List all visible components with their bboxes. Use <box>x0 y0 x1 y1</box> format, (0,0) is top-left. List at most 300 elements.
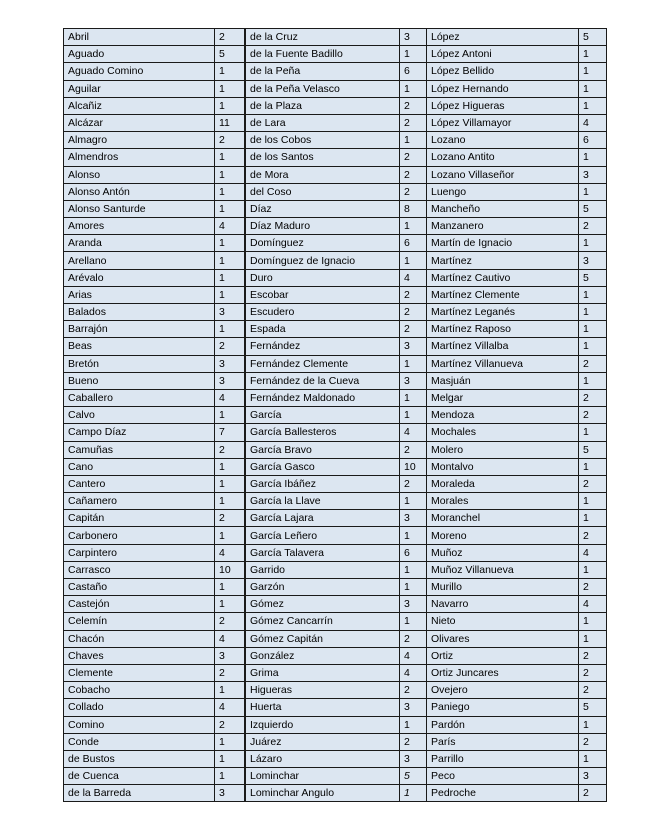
surname-cell: Díaz <box>246 200 400 217</box>
count-cell: 1 <box>400 613 429 630</box>
table-row <box>246 475 429 492</box>
table-row <box>427 97 607 114</box>
table-row <box>427 218 607 235</box>
count-cell: 4 <box>400 269 429 286</box>
surname-cell: Mochales <box>427 424 579 441</box>
surname-cell: Lozano Villaseñor <box>427 166 579 183</box>
count-cell: 2 <box>400 475 429 492</box>
surname-cell: Moranchel <box>427 510 579 527</box>
count-cell: 3 <box>400 699 429 716</box>
count-cell: 2 <box>400 286 429 303</box>
count-cell: 1 <box>215 235 245 252</box>
table-row <box>246 252 429 269</box>
surname-cell: López Bellido <box>427 63 579 80</box>
count-cell: 2 <box>215 716 245 733</box>
table-row <box>246 80 429 97</box>
table-row <box>246 321 429 338</box>
count-cell: 5 <box>579 29 607 46</box>
surname-cell: Moraleda <box>427 475 579 492</box>
count-cell: 3 <box>400 29 429 46</box>
count-cell: 1 <box>400 355 429 372</box>
surname-cell: Bueno <box>64 372 215 389</box>
count-cell: 2 <box>400 183 429 200</box>
table-row <box>246 218 429 235</box>
table-row <box>246 441 429 458</box>
count-cell: 5 <box>579 269 607 286</box>
surname-cell: de la Plaza <box>246 97 400 114</box>
surname-cell: Muñoz <box>427 544 579 561</box>
table-row <box>427 561 607 578</box>
table-row <box>427 647 607 664</box>
table-row <box>427 768 607 785</box>
count-cell: 8 <box>400 200 429 217</box>
count-cell: 1 <box>579 424 607 441</box>
table-row <box>246 664 429 681</box>
table-row <box>246 510 429 527</box>
table-row <box>64 424 245 441</box>
surname-cell: Ortiz Juncares <box>427 664 579 681</box>
count-cell: 1 <box>400 493 429 510</box>
table-row <box>427 407 607 424</box>
table-row <box>64 785 245 802</box>
count-cell: 1 <box>579 510 607 527</box>
count-cell: 5 <box>215 46 245 63</box>
table-row <box>427 475 607 492</box>
count-cell: 3 <box>400 750 429 767</box>
count-cell: 1 <box>215 63 245 80</box>
table-row <box>427 733 607 750</box>
table-row <box>427 630 607 647</box>
surname-cell: Camuñas <box>64 441 215 458</box>
count-cell: 2 <box>579 785 607 802</box>
surname-cell: Lominchar Angulo <box>246 785 400 802</box>
count-cell: 1 <box>579 235 607 252</box>
surname-cell: Almendros <box>64 149 215 166</box>
table-row <box>64 338 245 355</box>
surname-cell: de Bustos <box>64 750 215 767</box>
count-cell: 1 <box>579 493 607 510</box>
surname-cell: Caballero <box>64 389 215 406</box>
table-row <box>427 183 607 200</box>
count-cell: 2 <box>400 114 429 131</box>
table-row <box>64 733 245 750</box>
surname-cell: París <box>427 733 579 750</box>
surname-cell: Espada <box>246 321 400 338</box>
surname-cell: Collado <box>64 699 215 716</box>
count-cell: 5 <box>579 200 607 217</box>
count-cell: 1 <box>215 527 245 544</box>
count-cell: 3 <box>215 304 245 321</box>
table-row <box>64 407 245 424</box>
table-row <box>64 441 245 458</box>
surname-cell: Parrillo <box>427 750 579 767</box>
surname-cell: Aguado Comino <box>64 63 215 80</box>
count-cell: 2 <box>579 407 607 424</box>
count-cell: 1 <box>579 372 607 389</box>
count-cell: 1 <box>215 166 245 183</box>
count-cell: 1 <box>215 286 245 303</box>
surname-cell: Alonso <box>64 166 215 183</box>
table-row <box>246 166 429 183</box>
count-cell: 1 <box>215 596 245 613</box>
table-row <box>427 493 607 510</box>
count-cell: 2 <box>579 355 607 372</box>
surname-cell: Nieto <box>427 613 579 630</box>
surname-cell: Pedroche <box>427 785 579 802</box>
count-cell: 2 <box>215 29 245 46</box>
table-row <box>427 664 607 681</box>
table-row <box>246 235 429 252</box>
surname-cell: Cobacho <box>64 682 215 699</box>
surname-cell: Navarro <box>427 596 579 613</box>
surname-cell: López Antoni <box>427 46 579 63</box>
surname-cell: Molero <box>427 441 579 458</box>
table-row <box>64 493 245 510</box>
table-row <box>64 97 245 114</box>
count-cell: 2 <box>579 664 607 681</box>
table-row <box>427 304 607 321</box>
surname-cell: de la Barreda <box>64 785 215 802</box>
table-row <box>64 132 245 149</box>
surname-cell: Arellano <box>64 252 215 269</box>
table-row <box>64 372 245 389</box>
count-cell: 2 <box>400 97 429 114</box>
surname-cell: Fernández <box>246 338 400 355</box>
table-row <box>64 596 245 613</box>
surname-cell: Gómez Cancarrín <box>246 613 400 630</box>
table-row <box>246 458 429 475</box>
table-row <box>64 252 245 269</box>
table-row <box>427 200 607 217</box>
surname-cell: Celemín <box>64 613 215 630</box>
surname-cell: Izquierdo <box>246 716 400 733</box>
table-row <box>427 750 607 767</box>
count-cell: 2 <box>579 579 607 596</box>
count-cell: 1 <box>579 716 607 733</box>
table-row <box>64 269 245 286</box>
table-row <box>427 29 607 46</box>
surname-cell: López <box>427 29 579 46</box>
table-row <box>427 510 607 527</box>
surname-cell: Melgar <box>427 389 579 406</box>
count-cell: 4 <box>400 664 429 681</box>
table-row <box>427 596 607 613</box>
surname-cell: García la Llave <box>246 493 400 510</box>
surname-cell: López Higueras <box>427 97 579 114</box>
surname-cell: Cantero <box>64 475 215 492</box>
table-row <box>246 682 429 699</box>
count-cell: 3 <box>215 372 245 389</box>
surname-cell: Domínguez de Ignacio <box>246 252 400 269</box>
surname-cell: Lominchar <box>246 768 400 785</box>
surname-cell: Garzón <box>246 579 400 596</box>
table-row <box>64 166 245 183</box>
surname-cell: Olivares <box>427 630 579 647</box>
table-row <box>246 132 429 149</box>
surname-cell: García Ballesteros <box>246 424 400 441</box>
surname-cell: García <box>246 407 400 424</box>
surname-cell: Ovejero <box>427 682 579 699</box>
count-cell: 1 <box>400 527 429 544</box>
surname-table-1 <box>63 28 245 802</box>
table-row <box>427 699 607 716</box>
count-cell: 1 <box>579 304 607 321</box>
count-cell: 1 <box>400 218 429 235</box>
table-row <box>427 716 607 733</box>
surname-cell: Carrasco <box>64 561 215 578</box>
table-row <box>246 269 429 286</box>
count-cell: 10 <box>215 561 245 578</box>
surname-cell: Aranda <box>64 235 215 252</box>
table-row <box>246 493 429 510</box>
table-row <box>246 63 429 80</box>
surname-cell: Manzanero <box>427 218 579 235</box>
surname-cell: Higueras <box>246 682 400 699</box>
surname-cell: Moreno <box>427 527 579 544</box>
table-row <box>427 166 607 183</box>
surname-cell: Escudero <box>246 304 400 321</box>
table-row <box>246 579 429 596</box>
count-cell: 3 <box>579 252 607 269</box>
table-row <box>427 682 607 699</box>
count-cell: 1 <box>215 682 245 699</box>
surname-cell: Castaño <box>64 579 215 596</box>
count-cell: 4 <box>215 630 245 647</box>
count-cell: 2 <box>579 389 607 406</box>
table-row <box>246 355 429 372</box>
count-cell: 6 <box>579 132 607 149</box>
count-cell: 4 <box>579 544 607 561</box>
table-row <box>246 561 429 578</box>
count-cell: 1 <box>579 321 607 338</box>
table-row <box>427 355 607 372</box>
table-row <box>64 630 245 647</box>
surname-cell: Grima <box>246 664 400 681</box>
count-cell: 1 <box>215 750 245 767</box>
count-cell: 1 <box>215 200 245 217</box>
count-cell: 4 <box>579 596 607 613</box>
count-cell: 3 <box>400 596 429 613</box>
table-row <box>64 458 245 475</box>
surname-cell: García Talavera <box>246 544 400 561</box>
count-cell: 5 <box>579 699 607 716</box>
count-cell: 3 <box>400 372 429 389</box>
count-cell: 1 <box>215 458 245 475</box>
surname-cell: Comino <box>64 716 215 733</box>
count-cell: 11 <box>215 114 245 131</box>
count-cell: 10 <box>400 458 429 475</box>
count-cell: 1 <box>579 63 607 80</box>
table-row <box>64 699 245 716</box>
table-row <box>246 183 429 200</box>
surname-cell: González <box>246 647 400 664</box>
count-cell: 3 <box>215 355 245 372</box>
table-row <box>427 389 607 406</box>
surname-cell: Arias <box>64 286 215 303</box>
table-row <box>246 630 429 647</box>
surname-cell: López Hernando <box>427 80 579 97</box>
surname-cell: Aguilar <box>64 80 215 97</box>
surname-cell: Castejón <box>64 596 215 613</box>
count-cell: 1 <box>400 785 429 802</box>
table-row <box>427 527 607 544</box>
table-row <box>64 475 245 492</box>
table-row <box>64 750 245 767</box>
table-row <box>64 510 245 527</box>
table-row <box>64 149 245 166</box>
count-cell: 1 <box>215 768 245 785</box>
surname-cell: Alonso Antón <box>64 183 215 200</box>
table-row <box>246 527 429 544</box>
surname-cell: de la Cruz <box>246 29 400 46</box>
table-row <box>427 235 607 252</box>
count-cell: 1 <box>579 149 607 166</box>
table-row <box>246 407 429 424</box>
surname-cell: Balados <box>64 304 215 321</box>
count-cell: 1 <box>579 338 607 355</box>
table-row <box>64 235 245 252</box>
count-cell: 4 <box>215 699 245 716</box>
surname-cell: Conde <box>64 733 215 750</box>
count-cell: 2 <box>215 338 245 355</box>
count-cell: 2 <box>400 630 429 647</box>
surname-cell: Muñoz Villanueva <box>427 561 579 578</box>
surname-cell: Abril <box>64 29 215 46</box>
surname-cell: Lozano <box>427 132 579 149</box>
table-row <box>64 304 245 321</box>
surname-cell: García Ibáñez <box>246 475 400 492</box>
count-cell: 1 <box>215 149 245 166</box>
table-row <box>64 286 245 303</box>
surname-cell: Peco <box>427 768 579 785</box>
table-row <box>246 200 429 217</box>
surname-cell: Mancheño <box>427 200 579 217</box>
count-cell: 1 <box>579 561 607 578</box>
surname-cell: de la Peña Velasco <box>246 80 400 97</box>
count-cell: 2 <box>400 304 429 321</box>
table-row <box>246 424 429 441</box>
table-row <box>427 424 607 441</box>
count-cell: 1 <box>579 286 607 303</box>
surname-cell: de la Peña <box>246 63 400 80</box>
count-cell: 4 <box>579 114 607 131</box>
surname-cell: Mendoza <box>427 407 579 424</box>
count-cell: 5 <box>400 768 429 785</box>
surname-cell: Escobar <box>246 286 400 303</box>
count-cell: 3 <box>400 338 429 355</box>
count-cell: 1 <box>215 183 245 200</box>
count-cell: 2 <box>215 132 245 149</box>
surname-cell: Masjuán <box>427 372 579 389</box>
table-row <box>427 441 607 458</box>
count-cell: 1 <box>400 561 429 578</box>
count-cell: 2 <box>400 149 429 166</box>
count-cell: 1 <box>579 750 607 767</box>
surname-cell: Aguado <box>64 46 215 63</box>
surname-cell: Almagro <box>64 132 215 149</box>
table-row <box>64 647 245 664</box>
count-cell: 4 <box>400 424 429 441</box>
surname-cell: Murillo <box>427 579 579 596</box>
count-cell: 1 <box>215 97 245 114</box>
table-row <box>64 200 245 217</box>
count-cell: 4 <box>215 544 245 561</box>
count-cell: 1 <box>215 475 245 492</box>
surname-cell: Duro <box>246 269 400 286</box>
surname-cell: Martínez Raposo <box>427 321 579 338</box>
count-cell: 1 <box>400 407 429 424</box>
table-row <box>64 664 245 681</box>
table-row <box>64 682 245 699</box>
count-cell: 1 <box>400 46 429 63</box>
count-cell: 1 <box>579 183 607 200</box>
surname-cell: Carbonero <box>64 527 215 544</box>
table-row <box>246 389 429 406</box>
table-row <box>427 338 607 355</box>
count-cell: 1 <box>579 458 607 475</box>
table-row <box>427 114 607 131</box>
count-cell: 3 <box>579 166 607 183</box>
table-row <box>427 579 607 596</box>
count-cell: 2 <box>215 613 245 630</box>
table-row <box>427 132 607 149</box>
surname-cell: Domínguez <box>246 235 400 252</box>
table-row <box>246 596 429 613</box>
surname-cell: Huerta <box>246 699 400 716</box>
table-row <box>64 544 245 561</box>
surname-cell: Martínez Villanueva <box>427 355 579 372</box>
table-row <box>427 252 607 269</box>
surname-cell: Martínez Clemente <box>427 286 579 303</box>
surname-cell: de Mora <box>246 166 400 183</box>
count-cell: 2 <box>215 664 245 681</box>
surname-cell: de los Cobos <box>246 132 400 149</box>
table-row <box>246 613 429 630</box>
count-cell: 1 <box>400 716 429 733</box>
surname-cell: Amores <box>64 218 215 235</box>
surname-cell: Alonso Santurde <box>64 200 215 217</box>
table-row <box>246 149 429 166</box>
table-row <box>64 63 245 80</box>
table-row <box>64 389 245 406</box>
table-row <box>246 114 429 131</box>
count-cell: 1 <box>215 269 245 286</box>
count-cell: 2 <box>400 441 429 458</box>
table-row <box>246 733 429 750</box>
table-row <box>427 269 607 286</box>
surname-cell: Capitán <box>64 510 215 527</box>
count-cell: 1 <box>400 579 429 596</box>
count-cell: 5 <box>579 441 607 458</box>
surname-cell: Cañamero <box>64 493 215 510</box>
table-row <box>246 29 429 46</box>
surname-cell: López Villamayor <box>427 114 579 131</box>
table-row <box>427 372 607 389</box>
count-cell: 1 <box>215 407 245 424</box>
surname-cell: Cano <box>64 458 215 475</box>
surname-cell: del Coso <box>246 183 400 200</box>
surname-cell: Juárez <box>246 733 400 750</box>
count-cell: 1 <box>579 630 607 647</box>
surname-table-2 <box>245 28 429 802</box>
table-row <box>246 544 429 561</box>
table-row <box>64 80 245 97</box>
count-cell: 1 <box>215 321 245 338</box>
count-cell: 2 <box>400 321 429 338</box>
table-row <box>246 699 429 716</box>
count-cell: 2 <box>215 510 245 527</box>
table-row <box>427 613 607 630</box>
